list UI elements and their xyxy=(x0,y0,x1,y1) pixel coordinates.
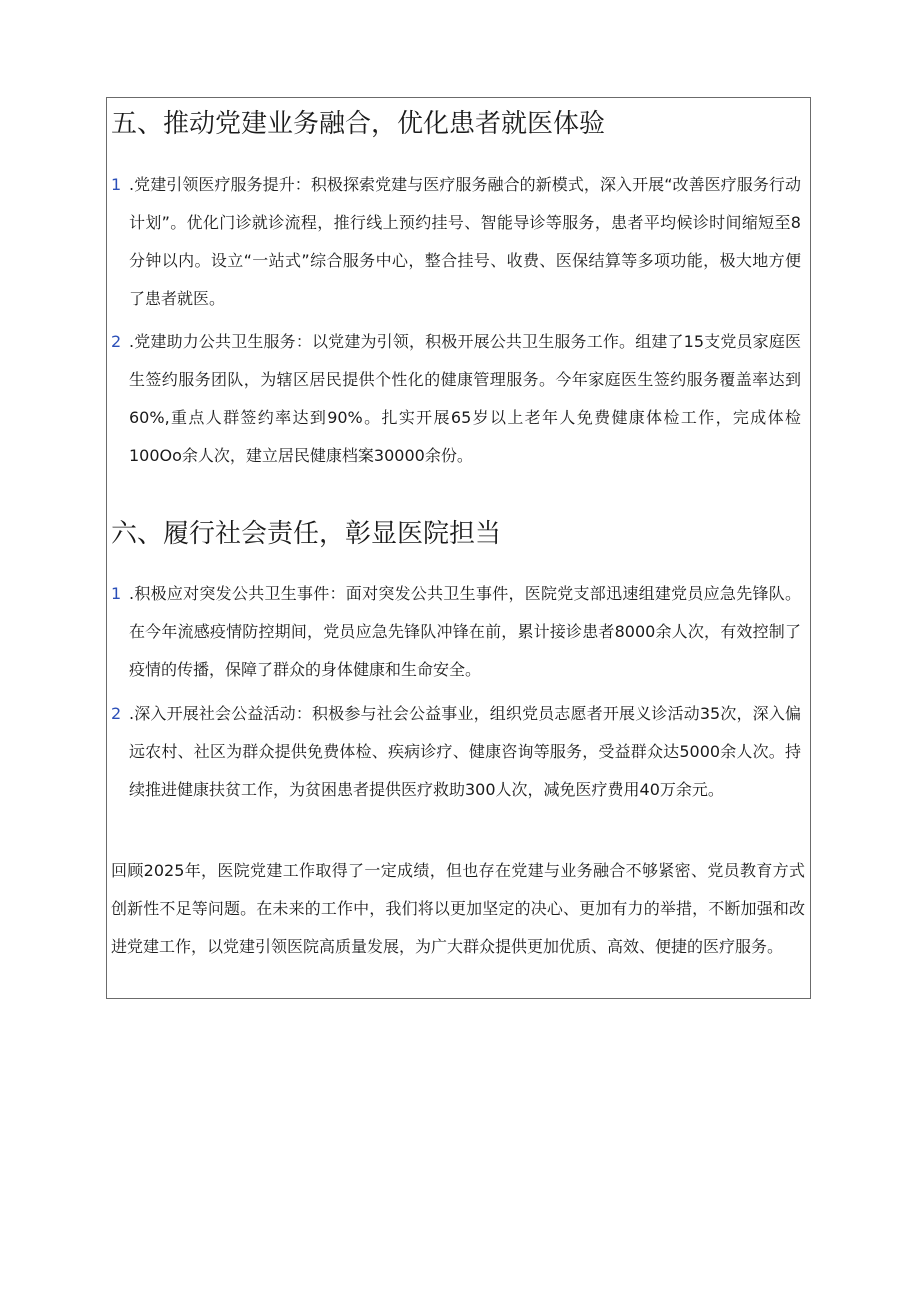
section-5-item-2 xyxy=(107,323,807,475)
document-frame xyxy=(106,97,811,999)
list-item-text: .党建引领医疗服务提升：积极探索党建与医疗服务融合的新模式，深入开展“改善医疗服务行动计划”。优化门诊就诊流程，推行线上预约挂号、智能导诊等服务，患者平均候诊时间缩短至8分钟以内。设立“一站式”综合服务中心，整合挂号、收费、医保结算等多项功能，极大地方便了患者就医。 xyxy=(129,175,801,308)
list-number: 2 xyxy=(111,332,122,351)
list-number: 1 xyxy=(111,584,122,603)
list-item-text: .深入开展社会公益活动：积极参与社会公益事业，组织党员志愿者开展义诊活动35次，深入偏远农村、社区为群众提供免费体检、疾病诊疗、健康咨询等服务，受益群众达5000余人次。持续推进健康扶贫工作，为贫困患者提供医疗救助300人次，减免医疗费用40万余元。 xyxy=(129,704,801,799)
list-item-text: .积极应对突发公共卫生事件：面对突发公共卫生事件，医院党支部迅速组建党员应急先锋队。在今年流感疫情防控期间，党员应急先锋队冲锋在前，累计接诊患者8000余人次，有效控制了疫情的传播，保障了群众的身体健康和生命安全。 xyxy=(129,584,801,679)
list-number: 1 xyxy=(111,175,122,194)
list-item-text: .党建助力公共卫生服务：以党建为引领，积极开展公共卫生服务工作。组建了15支党员家庭医生签约服务团队，为辖区居民提供个性化的健康管理服务。今年家庭医生签约服务覆盖率达到60%,重点人群签约率达到90%。扎实开展65岁以上老年人免费健康体检工作，完成体检100Oo余人次，建立居民健康档案30000余份。 xyxy=(129,332,801,465)
section-5-item-1 xyxy=(107,166,807,318)
section-6-heading: 六、履行社会责任，彰显医院担当 xyxy=(111,519,502,549)
list-number: 2 xyxy=(111,704,122,723)
section-6-item-2 xyxy=(107,695,807,809)
section-6-item-1 xyxy=(107,575,807,689)
section-5-heading: 五、推动党建业务融合，优化患者就医体验 xyxy=(111,109,606,139)
closing-paragraph: 回顾2025年，医院党建工作取得了一定成绩，但也存在党建与业务融合不够紧密、党员教育方式创新性不足等问题。在未来的工作中，我们将以更加坚定的决心、更加有力的举措，不断加强和改进党建工作，以党建引领医院高质量发展，为广大群众提供更加优质、高效、便捷的医疗服务。 xyxy=(111,861,805,956)
